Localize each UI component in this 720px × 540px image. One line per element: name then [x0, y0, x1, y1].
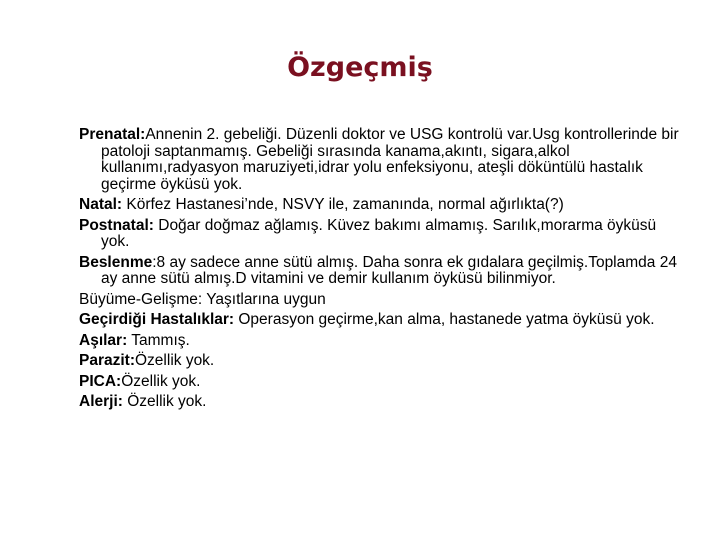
item-text: Tammış.	[127, 331, 190, 349]
item-label: PICA:	[79, 372, 122, 390]
item-text: Özellik yok.	[122, 393, 207, 410]
list-item-parasite	[79, 353, 679, 370]
item-label: Aşılar:	[79, 331, 128, 349]
slide-title: Özgeçmiş	[287, 52, 433, 83]
item-text: :8 ay sadece anne sütü almış. Daha sonra ek gıdalara geçilmiş.Toplamda 24 ay anne sütü almış.D vitamini ve demir kullanım öyküsü bilinmiyor.	[101, 253, 677, 287]
item-text: Özellik yok.	[121, 372, 201, 390]
item-label: Geçirdiği Hastalıklar:	[79, 311, 235, 328]
item-label: Prenatal:	[79, 126, 146, 143]
item-label: Beslenme	[79, 253, 153, 271]
list-item-past-illnesses	[79, 312, 679, 329]
item-text: Körfez Hastanesi’nde, NSVY ile, zamanında, normal ağırlıkta(?)	[122, 196, 564, 213]
item-text: Doğar doğmaz ağlamış. Küvez bakımı almamış. Sarılık,morarma öyküsü yok.	[101, 216, 657, 250]
list-item-vaccines	[79, 333, 679, 350]
item-text: Operasyon geçirme,kan alma, hastanede yatma öyküsü yok.	[234, 311, 655, 328]
list-item-pica	[79, 374, 679, 391]
history-list	[79, 127, 679, 415]
list-item-natal	[79, 197, 679, 214]
item-label: Parazit:	[79, 352, 135, 369]
list-item-nutrition	[79, 255, 679, 288]
list-item-growth	[79, 292, 679, 309]
item-label: Postnatal:	[79, 216, 154, 234]
item-label: Alerji:	[79, 393, 123, 410]
item-text: Büyüme-Gelişme: Yaşıtlarına uygun	[79, 290, 326, 308]
list-item-postnatal	[79, 218, 679, 251]
item-text: Özellik yok.	[135, 352, 215, 369]
list-item-prenatal	[79, 127, 679, 193]
item-text: Annenin 2. gebeliği. Düzenli doktor ve USG kontrolü var.Usg kontrollerinde bir patoloji saptanmamış. Gebeliği sırasında kanama,akıntı, sigara,alkol kullanımı,radyasyon maruziyeti,idrar yolu enfeksiyonu, ateşli döküntülü hastalık geçirme öyküsü yok.	[101, 126, 679, 193]
list-item-allergy	[79, 394, 679, 411]
item-label: Natal:	[79, 196, 123, 213]
